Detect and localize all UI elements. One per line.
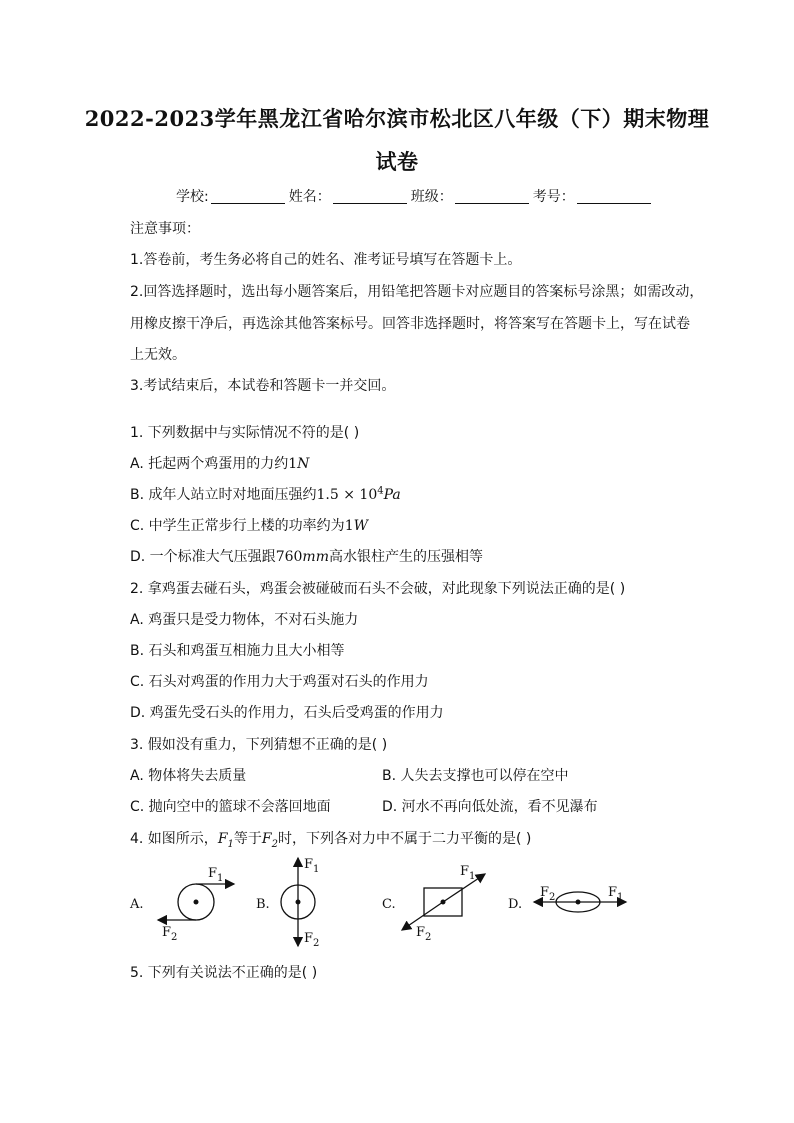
note-2-line3: 上无效。 bbox=[130, 347, 186, 363]
notes-heading: 注意事项： bbox=[130, 221, 200, 237]
q2-option-b: B. 石头和鸡蛋互相施力且大小相等 bbox=[130, 643, 345, 659]
q5-stem: 5. 下列有关说法不正确的是( ) bbox=[130, 965, 318, 981]
student-info-row bbox=[176, 186, 655, 206]
note-3: 3.考试结束后，本试卷和答题卡一并交回。 bbox=[130, 378, 396, 394]
q2-option-d: D. 鸡蛋先受石头的作用力，石头后受鸡蛋的作用力 bbox=[130, 705, 444, 721]
option-a-letter: A. bbox=[130, 897, 144, 912]
name-label: 姓名： bbox=[288, 189, 331, 205]
name-blank bbox=[333, 189, 407, 204]
option-b-letter: B. bbox=[256, 897, 270, 912]
diagram-d bbox=[534, 885, 626, 912]
q1-stem: 1. 下列数据中与实际情况不符的是( ) bbox=[130, 425, 360, 441]
note-2-line1: 2.回答选择题时，选出每小题答案后，用铅笔把答题卡对应题目的答案标号涂黑；如需改动， bbox=[130, 284, 704, 300]
c-f1-label: $F_1$ bbox=[460, 864, 476, 882]
class-label: 班级： bbox=[410, 189, 453, 205]
note-2-line2: 用橡皮擦干净后，再选涂其他答案标号。回答非选择题时，将答案写在答题卡上，写在试卷 bbox=[130, 316, 690, 332]
school-label: 学校: bbox=[176, 189, 209, 205]
a-f2-label: $F_2$ bbox=[162, 925, 178, 943]
q2-option-a: A. 鸡蛋只是受力物体，不对石头施力 bbox=[130, 612, 359, 628]
q3-option-d: D. 河水不再向低处流，看不见瀑布 bbox=[382, 799, 598, 815]
q4-stem: 4. 如图所示，$F_1$等于$F_2$时，下列各对力中不属于二力平衡的是( ) bbox=[130, 831, 532, 850]
c-f2-label: $F_2$ bbox=[416, 925, 432, 943]
class-blank bbox=[455, 189, 529, 204]
q1-option-a: A. 托起两个鸡蛋用的力约1N bbox=[130, 456, 310, 472]
exam-title-line1: 2022-2023学年黑龙江省哈尔滨市松北区八年级（下）期末物理 bbox=[84, 106, 710, 131]
diagram-c bbox=[402, 864, 485, 943]
option-d-letter: D. bbox=[508, 897, 523, 912]
q2-stem: 2. 拿鸡蛋去碰石头，鸡蛋会被碰破而石头不会破，对此现象下列说法正确的是( ) bbox=[130, 581, 626, 597]
diagram-b bbox=[281, 857, 319, 949]
exam-title-line2: 试卷 bbox=[375, 149, 419, 174]
q3-option-c: C. 抛向空中的篮球不会落回地面 bbox=[130, 799, 331, 815]
force-diagrams bbox=[120, 852, 640, 952]
school-blank bbox=[211, 189, 285, 204]
exam-no-label: 考号： bbox=[532, 189, 575, 205]
q3-option-b: B. 人失去支撑也可以停在空中 bbox=[382, 768, 569, 784]
q1-option-d: D. 一个标准大气压强跟760mm高水银柱产生的压强相等 bbox=[130, 549, 483, 565]
q3-option-a: A. 物体将失去质量 bbox=[130, 768, 247, 784]
exam-no-blank bbox=[577, 189, 651, 204]
note-1: 1.答卷前，考生务必将自己的姓名、准考证号填写在答题卡上。 bbox=[130, 252, 522, 268]
a-f1-label: $F_1$ bbox=[208, 866, 224, 884]
b-f2-label: $F_2$ bbox=[304, 931, 320, 949]
q1-option-c: C. 中学生正常步行上楼的功率约为1W bbox=[130, 518, 368, 534]
q2-option-c: C. 石头对鸡蛋的作用力大于鸡蛋对石头的作用力 bbox=[130, 674, 429, 690]
q3-stem: 3. 假如没有重力，下列猜想不正确的是( ) bbox=[130, 737, 388, 753]
d-f1-label: $F_1$ bbox=[608, 885, 624, 903]
option-c-letter: C. bbox=[382, 897, 396, 912]
q1-option-b: B. 成年人站立时对地面压强约$1.5 \times 10^4Pa$ bbox=[130, 485, 401, 503]
diagram-a bbox=[158, 866, 234, 943]
b-f1-label: $F_1$ bbox=[304, 857, 320, 875]
d-f2-label: $F_2$ bbox=[540, 885, 556, 903]
